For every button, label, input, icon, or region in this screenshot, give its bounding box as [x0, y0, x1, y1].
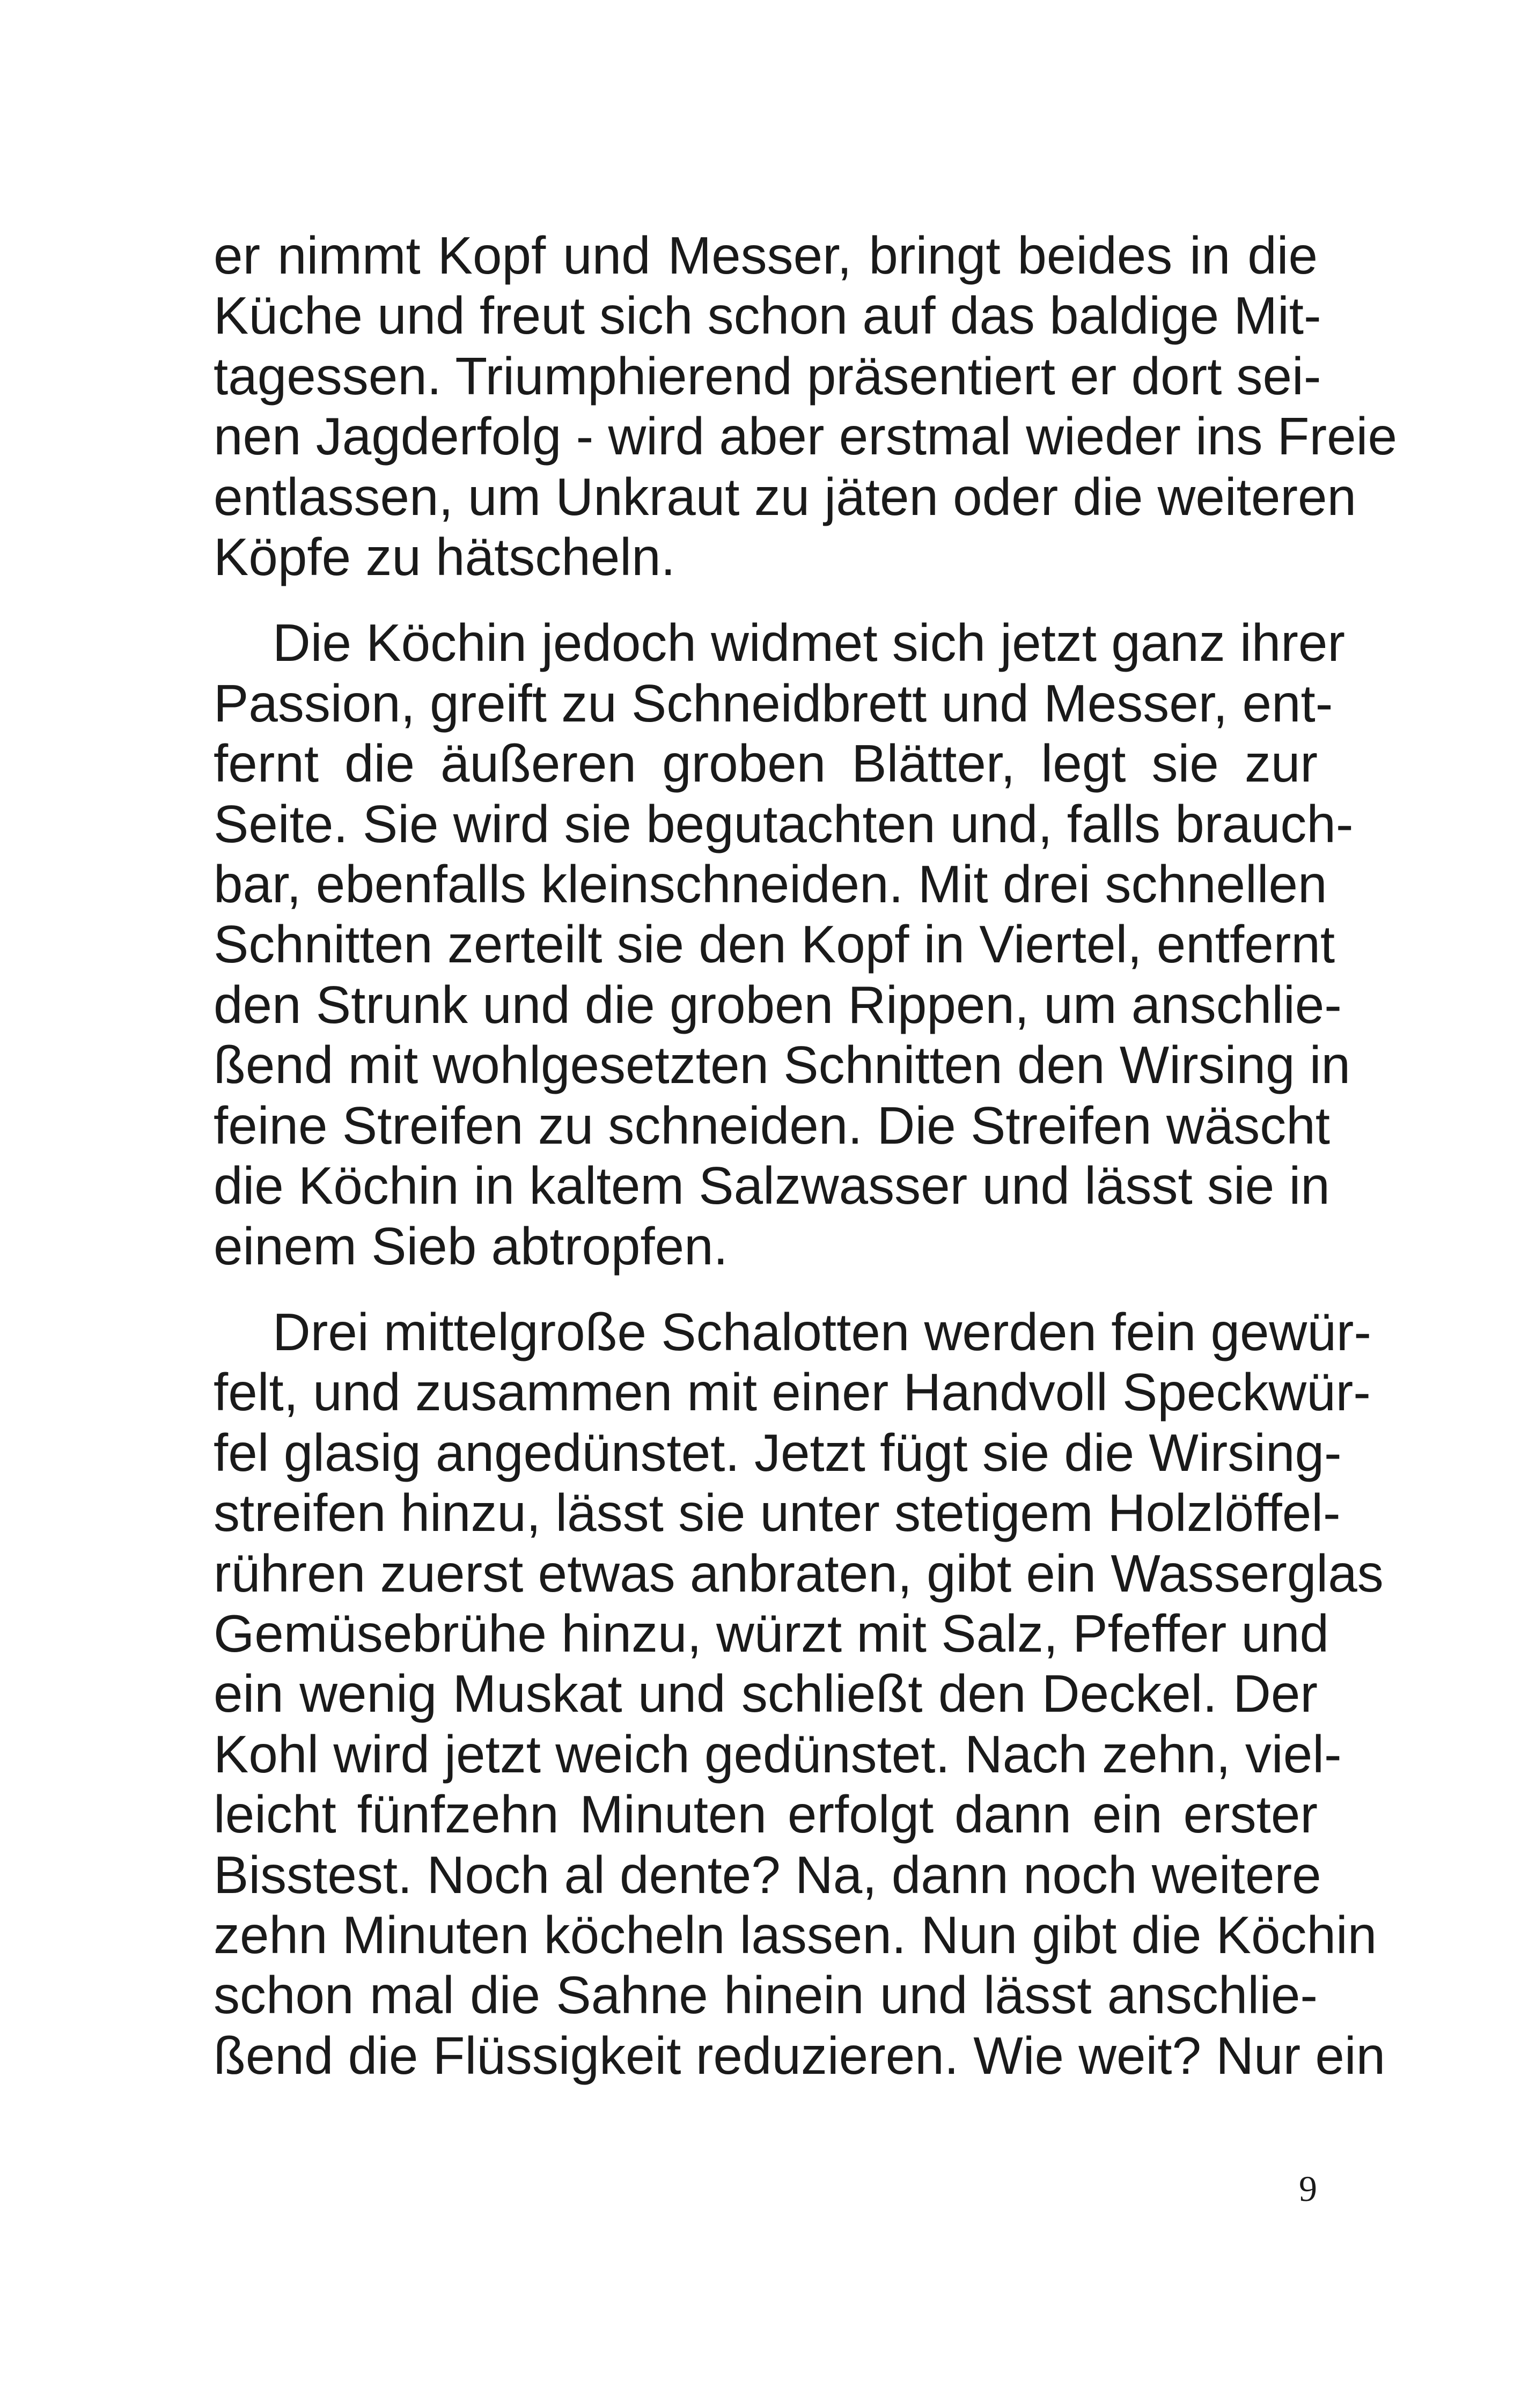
text-line: tagessen. Triumphierend präsentiert er dort sei-: [214, 346, 1321, 406]
text-line: fernt die äußeren groben Blätter, legt sie zur: [214, 734, 1318, 793]
text-line: entlassen, um Unkraut zu jäten oder die weiteren: [214, 467, 1356, 526]
text-line: leicht fünfzehn Minuten erfolgt dann ein erster: [214, 1785, 1318, 1844]
text-line: er nimmt Kopf und Messer, bringt beides in die: [214, 226, 1318, 285]
text-line: Schnitten zerteilt sie den Kopf in Viertel, entfernt: [214, 915, 1335, 974]
text-line: einem Sieb abtropfen.: [214, 1216, 728, 1276]
text-line: Passion, greift zu Schneidbrett und Messer, ent-: [214, 673, 1333, 733]
text-line: ßend die Flüssigkeit reduzieren. Wie weit? Nur ein: [214, 2026, 1386, 2085]
text-line: schon mal die Sahne hinein und lässt anschlie-: [214, 1965, 1318, 2025]
text-line: den Strunk und die groben Rippen, um anschlie-: [214, 975, 1342, 1034]
text-line: nen Jagderfolg - wird aber erstmal wieder ins Freie: [214, 407, 1397, 466]
text-line: bar, ebenfalls kleinschneiden. Mit drei schnellen: [214, 855, 1327, 914]
body-text: [214, 225, 1397, 2111]
text-line: rühren zuerst etwas anbraten, gibt ein Wasserglas: [214, 1543, 1384, 1603]
text-line: Köpfe zu hätscheln.: [214, 527, 675, 587]
text-line: Bisstest. Noch al dente? Na, dann noch weitere: [214, 1845, 1321, 1904]
text-line: streifen hinzu, lässt sie unter stetigem Holzlöffel-: [214, 1483, 1341, 1543]
text-line: Seite. Sie wird sie begutachten und, falls brauch-: [214, 794, 1354, 853]
paragraph-3: [214, 1302, 1386, 2086]
text-line: ein wenig Muskat und schließt den Deckel. Der: [214, 1664, 1318, 1724]
text-line: Gemüsebrühe hinzu, würzt mit Salz, Pfeffer und: [214, 1603, 1329, 1663]
text-line: fel glasig angedünstet. Jetzt fügt sie die Wirsing-: [214, 1423, 1342, 1482]
text-line: felt, und zusammen mit einer Handvoll Speckwür-: [214, 1363, 1371, 1422]
paragraph-2: [214, 613, 1354, 1276]
paragraph-1: [214, 225, 1397, 587]
text-line: Die Köchin jedoch widmet sich jetzt ganz ihrer: [273, 613, 1346, 673]
text-line: zehn Minuten köcheln lassen. Nun gibt die Köchin: [214, 1905, 1377, 1964]
text-line: Kohl wird jetzt weich gedünstet. Nach zehn, viel-: [214, 1724, 1342, 1784]
text-line: Drei mittelgroße Schalotten werden fein gewür-: [273, 1302, 1372, 1361]
text-line: feine Streifen zu schneiden. Die Streifen wäscht: [214, 1095, 1330, 1155]
text-line: ßend mit wohlgesetzten Schnitten den Wirsing in: [214, 1035, 1350, 1095]
page-number: 9: [1299, 2168, 1317, 2209]
text-line: die Köchin in kaltem Salzwasser und lässt sie in: [214, 1156, 1330, 1216]
text-line: Küche und freut sich schon auf das baldige Mit-: [214, 286, 1321, 345]
